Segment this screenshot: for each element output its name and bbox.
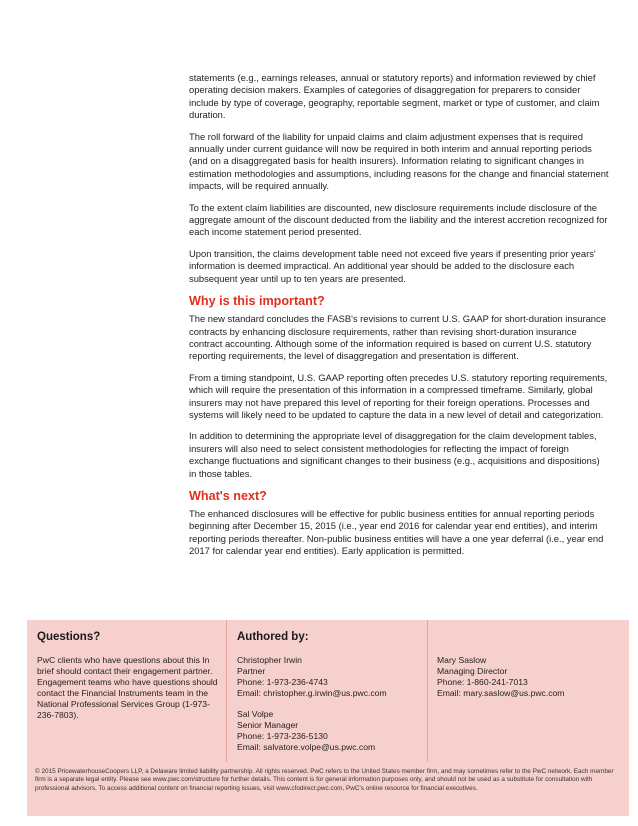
author-email[interactable]: Email: mary.saslow@us.pwc.com <box>437 688 565 698</box>
paragraph: statements (e.g., earnings releases, annual or statutory reports) and information reviewed by chief operating decision makers. Examples of categories of disaggregation for preparers to consider include by type of coverage, geography, reportable segment, market or type of customer, and claim duration. <box>189 72 600 121</box>
author-email[interactable]: Email: christopher.g.irwin@us.pwc.com <box>237 688 387 698</box>
author-phone: Phone: 1-973-236-5130 <box>237 731 328 741</box>
section-heading-next: What's next? <box>189 488 267 503</box>
paragraph: From a timing standpoint, U.S. GAAP reporting often precedes U.S. statutory reporting requirements, which will require the presentation of this information in a compressed timeframe. Similarly, global insurers may not have prepared this level of reporting for their foreign operations. Processes and systems will likely need to be updated to capture the data in a new level of detail and categorization. <box>189 371 608 420</box>
section-heading-why: Why is this important? <box>189 294 325 309</box>
main-content <box>189 72 609 567</box>
paragraph: To the extent claim liabilities are discounted, new disclosure requirements include disclosure of the aggregate amount of the discount deducted from the liability and the interest accretion recognized for each income statement period presented. <box>189 201 608 238</box>
author-contact <box>437 655 622 699</box>
column-divider <box>427 620 428 762</box>
legal-notice: © 2015 PricewaterhouseCoopers LLP, a Delaware limited liability partnership. All rights reserved. PwC refers to the United States member firm, and may sometimes refer to the PwC network. Each member firm is a separate legal entity. Please see www.pwc.com/structure for further details. This content is for general information purposes only, and should not be used as a substitute for consultation with professional advisors. To access additional content on financial reporting issues, visit www.cfodirect.pwc.com, PwC's online resource for financial executives. <box>35 768 614 792</box>
author-name: Christopher Irwin <box>237 655 302 665</box>
paragraph: Upon transition, the claims development table need not exceed five years if presenting prior years' information is deemed impractical. An additional year should be added to the disclosure each subsequent year until up to ten years are presented. <box>189 247 596 284</box>
authored-heading: Authored by: <box>237 631 309 643</box>
author-name: Sal Volpe <box>237 709 274 719</box>
paragraph: In addition to determining the appropriate level of disaggregation for the claim development tables, insurers will also need to select consistent methodologies for reflecting the impact of foreign exchange fluctuations and significant changes to their business (e.g., acquisitions and dispositions) in those tables. <box>189 430 600 479</box>
questions-text: PwC clients who have questions about this In brief should contact their engagement partner. Engagement teams who have questions should contact the Financial Instruments team in the National Professional Services Group (1-973-236-7803). <box>37 655 218 720</box>
questions-column <box>37 630 220 721</box>
paragraph: The roll forward of the liability for unpaid claims and claim adjustment expenses that is required annually under current guidance will now be required in both interim and annual reporting periods (and on a disaggregated basis for health insurers). Information relating to significant changes in estimation methodologies and assumptions, including reasons for the change and financial statement impacts, will be required annually. <box>189 130 609 192</box>
author-phone: Phone: 1-973-236-4743 <box>237 677 328 687</box>
author-title: Managing Director <box>437 666 508 676</box>
authors-column-2 <box>437 630 622 709</box>
author-title: Partner <box>237 666 266 676</box>
author-email[interactable]: Email: salvatore.volpe@us.pwc.com <box>237 742 376 752</box>
author-contact <box>237 655 424 699</box>
questions-heading: Questions? <box>37 631 101 643</box>
footer-box <box>27 620 629 816</box>
paragraph: The enhanced disclosures will be effective for public business entities for annual reporting periods beginning after December 15, 2015 (i.e., year end 2016 for calendar year end entities), and interim reporting periods thereafter. Non-public business entities will have a one year deferral (i.e., year end 2017 for calendar year end entities). Early application is permitted. <box>189 507 604 557</box>
author-phone: Phone: 1-860-241-7013 <box>437 677 528 687</box>
author-name: Mary Saslow <box>437 655 487 665</box>
authors-column <box>237 630 424 763</box>
column-divider <box>226 620 227 762</box>
paragraph: The new standard concludes the FASB's revisions to current U.S. GAAP for short-duration insurance contracts by enhancing disclosure requirements, rather than revising short-duration insurance contract accounting. Although some of the information required is based on current U.S. statutory reporting requirements, the level of disaggregation and presentation is different. <box>189 313 606 362</box>
author-title: Senior Manager <box>237 720 299 730</box>
author-contact <box>237 709 424 753</box>
